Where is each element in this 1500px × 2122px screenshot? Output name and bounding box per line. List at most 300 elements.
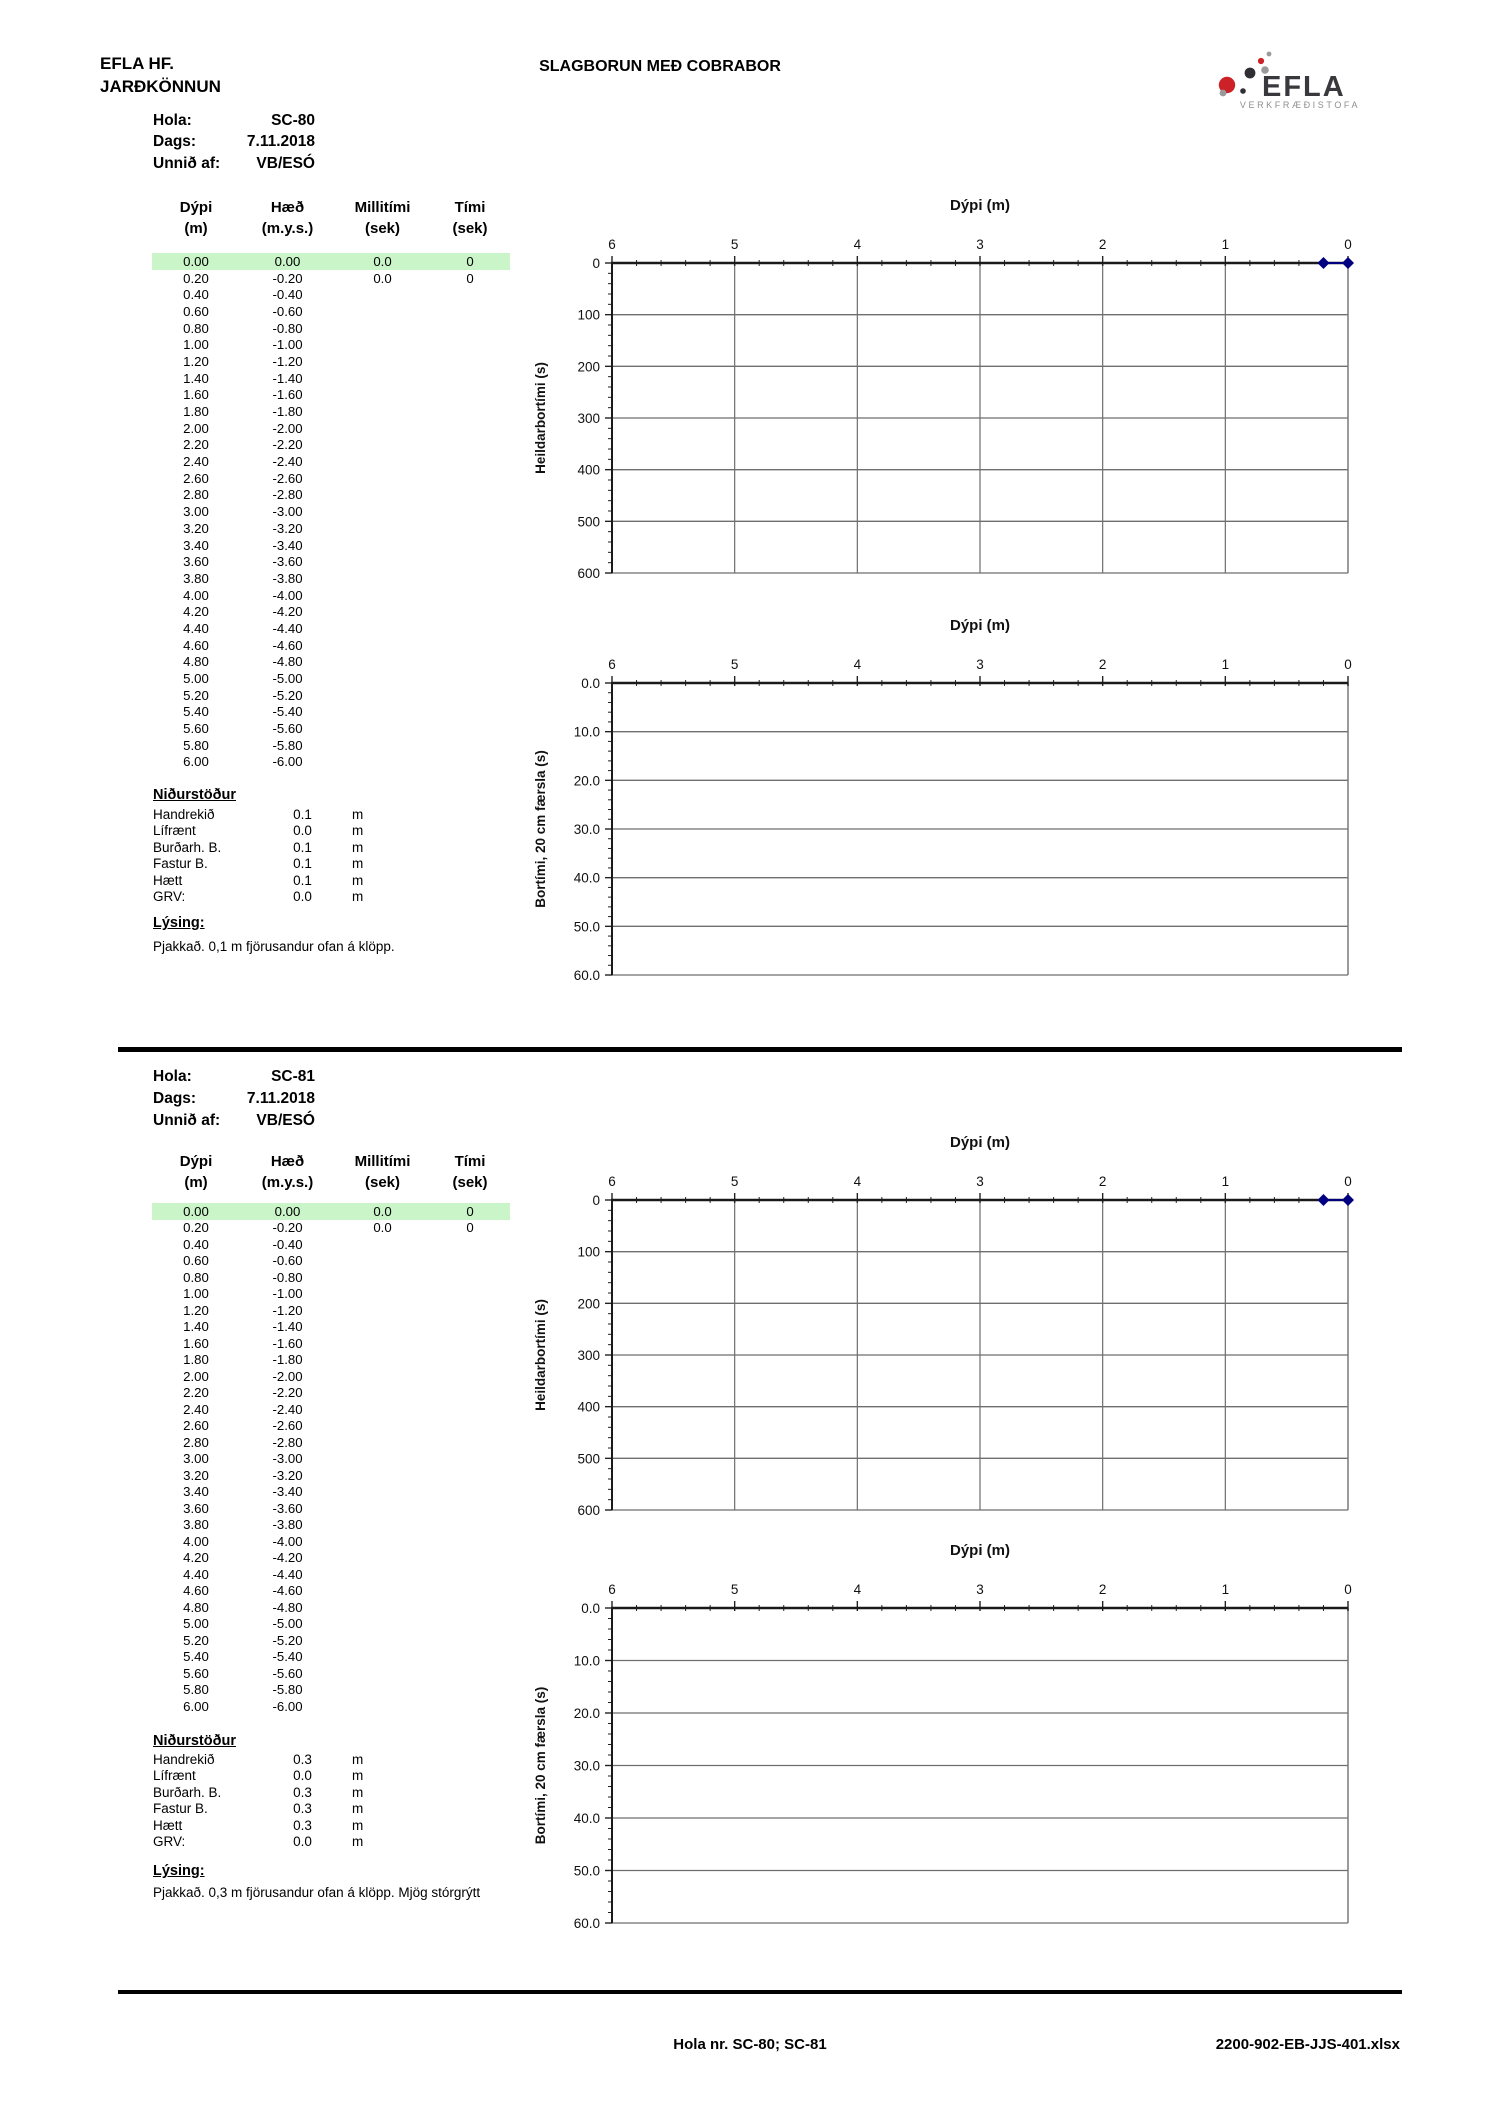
table-row	[153, 1751, 407, 1768]
table-cell	[335, 437, 430, 454]
table-cell: 3.80	[183, 570, 209, 586]
table-cell	[335, 1385, 430, 1402]
table-cell: 4.20	[183, 1550, 209, 1566]
hola-value: SC-80	[271, 112, 315, 129]
table-row	[152, 670, 510, 687]
table-cell: m	[352, 872, 364, 888]
table-header-line2	[152, 1174, 510, 1191]
svg-text:4: 4	[853, 1174, 862, 1189]
table-row	[152, 1467, 510, 1484]
svg-text:400: 400	[577, 1399, 600, 1415]
table-row	[152, 286, 510, 303]
chart-heildarbortimi-sc80	[490, 188, 1362, 594]
table-row	[152, 1500, 510, 1517]
col-unit-haed: (m.y.s.)	[261, 220, 314, 237]
report-title: SLAGBORUN MEÐ COBRABOR	[539, 58, 781, 75]
table-cell: -0.60	[272, 1253, 303, 1269]
table-cell: -1.20	[272, 1302, 303, 1318]
table-row	[152, 1236, 510, 1253]
table-cell: -4.60	[272, 1583, 303, 1599]
table-row	[152, 403, 510, 420]
results-title: Niðurstöður	[153, 1733, 236, 1749]
table-cell	[335, 670, 430, 687]
table-cell	[335, 1335, 430, 1352]
table-cell: 2.60	[183, 1418, 209, 1434]
table-cell	[335, 1533, 430, 1550]
svg-text:Dýpi (m): Dýpi (m)	[950, 1134, 1010, 1151]
table-row	[152, 1434, 510, 1451]
table-cell: -0.40	[272, 287, 303, 303]
table-row	[152, 737, 510, 754]
table-cell	[335, 1434, 430, 1451]
table-cell: 3.00	[183, 504, 209, 520]
table-row	[152, 1203, 510, 1220]
svg-text:500: 500	[577, 1451, 600, 1467]
table-cell: -1.60	[272, 1335, 303, 1351]
svg-text:4: 4	[853, 657, 862, 672]
table-cell: 3.40	[183, 1484, 209, 1500]
table-cell: m	[352, 1768, 364, 1784]
table-cell: 0	[466, 253, 474, 269]
table-cell: 2.20	[183, 1385, 209, 1401]
col-header-dypi: Dýpi	[179, 1153, 213, 1170]
svg-text:40.0: 40.0	[573, 1811, 600, 1826]
table-cell	[335, 587, 430, 604]
svg-text:Heildarbortími (s): Heildarbortími (s)	[533, 362, 548, 474]
chart-bortimi-sc81	[490, 1533, 1362, 1944]
table-cell	[335, 654, 430, 671]
table-row	[152, 1517, 510, 1534]
table-cell: -5.80	[272, 737, 303, 753]
table-cell: 0	[466, 270, 474, 286]
table-row	[152, 1269, 510, 1286]
svg-text:0: 0	[1344, 657, 1352, 672]
table-row	[152, 1385, 510, 1402]
table-cell: 5.20	[183, 1632, 209, 1648]
svg-text:600: 600	[577, 566, 600, 581]
table-cell: 2.80	[183, 487, 209, 503]
table-cell: 4.80	[183, 1599, 209, 1615]
svg-text:300: 300	[577, 411, 600, 426]
table-cell: -5.60	[272, 1665, 303, 1681]
unnid-value: VB/ESÓ	[256, 1112, 315, 1129]
table-cell: 3.80	[183, 1517, 209, 1533]
table-row	[152, 1632, 510, 1649]
svg-text:Bortími, 20 cm færsla (s): Bortími, 20 cm færsla (s)	[533, 750, 548, 908]
table-cell: 3.40	[183, 537, 209, 553]
table-cell: -5.40	[272, 1649, 303, 1665]
svg-text:4: 4	[853, 1582, 862, 1597]
table-cell: -1.40	[272, 370, 303, 386]
svg-text:60.0: 60.0	[573, 1916, 600, 1931]
table-cell: 0.40	[183, 1236, 209, 1252]
table-cell: 5.80	[183, 737, 209, 753]
svg-text:3: 3	[976, 237, 984, 252]
table-cell: 3.20	[183, 1467, 209, 1483]
table-cell: -4.40	[272, 620, 303, 636]
company-department: JARÐKÖNNUN	[100, 77, 221, 96]
svg-text:30.0: 30.0	[573, 822, 600, 837]
col-unit-dypi: (m)	[184, 1174, 208, 1191]
company-name: EFLA HF.	[100, 54, 174, 73]
hola-label: Hola:	[153, 1068, 192, 1085]
table-cell	[335, 1286, 430, 1303]
svg-text:6: 6	[608, 237, 616, 252]
table-cell	[335, 1484, 430, 1501]
table-cell	[335, 303, 430, 320]
table-cell	[335, 336, 430, 353]
table-cell: m	[352, 1801, 364, 1817]
table-cell: 2.40	[183, 1401, 209, 1417]
footer-hole-numbers: Hola nr. SC-80; SC-81	[673, 2036, 827, 2053]
table-row	[153, 856, 407, 873]
table-row	[152, 1401, 510, 1418]
table-cell: Fastur B.	[153, 1801, 208, 1817]
table-row	[152, 1533, 510, 1550]
table-cell	[335, 1500, 430, 1517]
table-cell	[335, 537, 430, 554]
table-cell: 0.0	[293, 823, 312, 839]
logo-wordmark: EFLA	[1262, 71, 1346, 103]
table-row	[152, 336, 510, 353]
table-cell: GRV:	[153, 889, 186, 905]
table-cell: 0.0	[373, 270, 392, 286]
table-cell	[335, 1418, 430, 1435]
table-cell: 0.60	[183, 1253, 209, 1269]
table-cell	[335, 320, 430, 337]
table-cell: Burðarh. B.	[153, 839, 222, 855]
table-cell: 5.00	[183, 1616, 209, 1632]
table-cell: 0.1	[293, 806, 312, 822]
table-cell: m	[352, 1817, 364, 1833]
table-cell: -1.60	[272, 387, 303, 403]
table-cell: 5.80	[183, 1682, 209, 1698]
table-row	[153, 1834, 407, 1851]
table-row	[152, 1698, 510, 1715]
table-cell: 0.60	[183, 303, 209, 319]
table-cell: 0.1	[293, 856, 312, 872]
table-cell: 1.80	[183, 1352, 209, 1368]
svg-text:Dýpi (m): Dýpi (m)	[950, 197, 1010, 214]
svg-text:400: 400	[577, 462, 600, 478]
svg-text:2: 2	[1098, 1582, 1107, 1597]
svg-text:30.0: 30.0	[573, 1758, 600, 1774]
table-row	[152, 470, 510, 487]
table-row	[152, 1484, 510, 1501]
svg-text:2: 2	[1098, 237, 1107, 252]
table-cell: -4.20	[272, 604, 303, 620]
table-cell: -2.80	[272, 487, 303, 503]
table-cell	[335, 1583, 430, 1600]
table-cell: -3.60	[272, 1500, 303, 1516]
table-cell	[335, 1616, 430, 1633]
svg-text:1: 1	[1221, 1174, 1230, 1189]
table-cell: -4.00	[272, 1533, 303, 1549]
table-cell: Lífrænt	[153, 823, 196, 839]
svg-text:3: 3	[976, 1174, 984, 1189]
table-cell: 0.00	[183, 253, 209, 269]
table-cell: 4.20	[183, 604, 209, 620]
table-cell: -5.00	[272, 671, 303, 687]
svg-text:10.0: 10.0	[573, 1653, 600, 1669]
lysing-text: Pjakkað. 0,3 m fjörusandur ofan á klöpp. Mjög stórgrýtt	[153, 1885, 481, 1900]
table-cell: -2.00	[272, 420, 303, 436]
table-row	[152, 1550, 510, 1567]
table-cell: GRV:	[153, 1834, 186, 1850]
svg-text:Bortími, 20 cm færsla (s): Bortími, 20 cm færsla (s)	[533, 1686, 548, 1845]
table-row	[152, 1665, 510, 1682]
table-cell: -3.40	[272, 537, 303, 553]
table-cell: 4.60	[183, 1583, 209, 1599]
table-cell: -3.80	[272, 570, 303, 586]
table-row	[152, 1599, 510, 1616]
col-header-timi: Tími	[454, 1153, 486, 1170]
table-cell: 0.0	[293, 889, 312, 905]
table-cell: -3.80	[272, 1517, 303, 1533]
table-cell: 1.40	[183, 370, 209, 386]
svg-text:0.0: 0.0	[581, 676, 600, 691]
table-row	[153, 872, 407, 889]
table-row	[153, 1784, 407, 1801]
table-row	[152, 320, 510, 337]
col-header-haed: Hæð	[270, 199, 305, 216]
table-cell: 0	[466, 1220, 474, 1236]
table-cell	[335, 704, 430, 721]
table-cell: 6.00	[183, 1698, 209, 1714]
table-cell: Lífrænt	[153, 1768, 196, 1784]
table-cell	[335, 687, 430, 704]
svg-text:Dýpi (m): Dýpi (m)	[950, 617, 1010, 634]
table-cell	[335, 503, 430, 520]
svg-text:0: 0	[1344, 237, 1352, 252]
table-cell: -4.20	[272, 1550, 303, 1566]
table-cell	[335, 1352, 430, 1369]
table-cell: 1.00	[183, 337, 209, 353]
svg-text:600: 600	[577, 1503, 600, 1518]
svg-text:0: 0	[1344, 1174, 1352, 1189]
table-row	[152, 687, 510, 704]
table-row	[152, 1335, 510, 1352]
svg-text:1: 1	[1221, 657, 1230, 672]
table-row	[152, 587, 510, 604]
table-row	[152, 537, 510, 554]
table-cell: -1.20	[272, 353, 303, 369]
table-row	[152, 503, 510, 520]
table-row	[152, 553, 510, 570]
footer-divider	[118, 1990, 1402, 1994]
table-cell	[335, 1632, 430, 1649]
table-cell: -1.80	[272, 404, 303, 420]
table-cell: 3.60	[183, 554, 209, 570]
col-unit-millitimi: (sek)	[364, 1174, 401, 1191]
table-cell: 2.40	[183, 454, 209, 470]
lysing-title: Lýsing:	[153, 915, 205, 931]
hola-label: Hola:	[153, 112, 192, 129]
table-row	[153, 1817, 407, 1834]
table-cell: 3.60	[183, 1500, 209, 1516]
company-header	[100, 52, 221, 98]
table-cell: -4.80	[272, 654, 303, 670]
table-cell: -1.00	[272, 337, 303, 353]
table-cell: -3.20	[272, 520, 303, 536]
table-cell	[335, 1236, 430, 1253]
col-header-millitimi: Millitími	[354, 1153, 411, 1170]
table-cell: -0.60	[272, 303, 303, 319]
results-table-sc80	[153, 806, 407, 905]
table-cell: 0.1	[293, 839, 312, 855]
table-cell: -2.20	[272, 1385, 303, 1401]
col-unit-timi: (sek)	[452, 1174, 488, 1191]
table-row	[152, 603, 510, 620]
table-row	[153, 1768, 407, 1785]
table-cell: m	[352, 839, 364, 855]
svg-text:5: 5	[730, 1174, 739, 1189]
table-cell	[335, 520, 430, 537]
table-cell: -6.00	[272, 1698, 303, 1714]
svg-text:0: 0	[1344, 1582, 1352, 1597]
table-cell: 4.40	[183, 1566, 209, 1582]
table-cell: -4.80	[272, 1599, 303, 1615]
table-cell: -1.80	[272, 1352, 303, 1368]
table-cell	[335, 1698, 430, 1715]
table-row	[153, 889, 407, 906]
table-row	[152, 570, 510, 587]
table-cell: 5.60	[183, 721, 209, 737]
table-cell: m	[352, 889, 364, 905]
table-cell	[335, 1269, 430, 1286]
table-cell: 2.80	[183, 1434, 209, 1450]
table-row	[153, 1801, 407, 1818]
table-cell: 3.20	[183, 520, 209, 536]
depth-table-sc81	[152, 1203, 510, 1715]
table-cell: 0.0	[293, 1834, 312, 1850]
table-cell: -5.00	[272, 1616, 303, 1632]
table-cell: -3.40	[272, 1484, 303, 1500]
table-cell: Fastur B.	[153, 856, 208, 872]
table-row	[152, 704, 510, 721]
table-row	[152, 1302, 510, 1319]
table-cell	[335, 403, 430, 420]
svg-text:6: 6	[608, 1582, 616, 1597]
table-row	[152, 370, 510, 387]
table-cell	[335, 470, 430, 487]
col-header-dypi: Dýpi	[179, 199, 213, 216]
chart-heildarbortimi-sc81	[490, 1125, 1362, 1531]
table-cell	[335, 553, 430, 570]
table-cell: 0.0	[373, 1220, 392, 1236]
table-header-line1	[152, 1153, 510, 1170]
table-row	[153, 806, 407, 823]
lysing-title: Lýsing:	[153, 1863, 205, 1879]
table-cell	[335, 1649, 430, 1666]
table-cell: Handrekið	[153, 1751, 215, 1767]
table-row	[152, 1451, 510, 1468]
table-cell	[335, 420, 430, 437]
table-cell: 1.60	[183, 1335, 209, 1351]
svg-text:3: 3	[976, 657, 984, 672]
table-cell: 4.60	[183, 637, 209, 653]
table-cell: 2.00	[183, 420, 209, 436]
col-unit-haed: (m.y.s.)	[261, 1174, 314, 1191]
table-cell: -1.00	[272, 1286, 303, 1302]
table-cell: -0.40	[272, 1236, 303, 1252]
table-cell: Burðarh. B.	[153, 1784, 222, 1800]
table-row	[152, 1253, 510, 1270]
table-cell: -2.60	[272, 1418, 303, 1434]
table-row	[152, 1352, 510, 1369]
table-cell: -5.40	[272, 704, 303, 720]
table-row	[152, 270, 510, 287]
table-cell: m	[352, 856, 364, 872]
svg-text:0: 0	[592, 1193, 600, 1208]
table-row	[152, 620, 510, 637]
table-cell	[335, 737, 430, 754]
table-cell: -0.20	[272, 270, 303, 286]
table-cell: 2.60	[183, 470, 209, 486]
table-cell: 3.00	[183, 1451, 209, 1467]
section-divider	[118, 1047, 1402, 1052]
table-cell: 1.00	[183, 1286, 209, 1302]
table-cell: 0.0	[373, 1203, 392, 1219]
table-cell	[335, 620, 430, 637]
table-cell	[335, 1253, 430, 1270]
table-cell	[335, 1566, 430, 1583]
table-row	[152, 1566, 510, 1583]
table-row	[152, 654, 510, 671]
table-cell	[335, 603, 430, 620]
table-cell: -5.20	[272, 687, 303, 703]
table-cell: 5.40	[183, 704, 209, 720]
table-cell: 1.20	[183, 1302, 209, 1318]
table-row	[152, 637, 510, 654]
table-row	[152, 353, 510, 370]
table-cell: -2.40	[272, 1401, 303, 1417]
table-cell: -2.20	[272, 437, 303, 453]
table-cell	[335, 1451, 430, 1468]
table-cell	[335, 353, 430, 370]
svg-text:40.0: 40.0	[573, 870, 600, 886]
svg-text:100: 100	[577, 307, 600, 323]
table-cell: -2.00	[272, 1368, 303, 1384]
table-cell: 0.20	[183, 270, 209, 286]
table-cell: 0.00	[183, 1203, 209, 1219]
table-row	[152, 1418, 510, 1435]
svg-text:60.0: 60.0	[573, 968, 600, 983]
svg-text:100: 100	[577, 1244, 600, 1260]
dags-label: Dags:	[153, 133, 197, 150]
table-cell	[335, 1682, 430, 1699]
efla-logo	[1208, 40, 1378, 119]
table-cell: -5.60	[272, 721, 303, 737]
table-cell	[335, 1319, 430, 1336]
svg-text:20.0: 20.0	[573, 773, 600, 789]
table-cell	[335, 637, 430, 654]
table-row	[152, 1583, 510, 1600]
table-header-line1	[152, 199, 510, 216]
table-header-line2	[152, 220, 510, 237]
table-cell: 0.0	[293, 1768, 312, 1784]
table-cell	[335, 1302, 430, 1319]
dags-label: Dags:	[153, 1090, 197, 1107]
footer-filename: 2200-902-EB-JJS-401.xlsx	[1215, 2036, 1400, 2053]
table-cell	[335, 1599, 430, 1616]
unnid-label: Unnið af:	[153, 1112, 221, 1129]
table-cell	[335, 487, 430, 504]
table-cell: 0.0	[373, 253, 392, 269]
table-cell: -3.60	[272, 554, 303, 570]
table-cell: -2.80	[272, 1434, 303, 1450]
table-cell: 5.60	[183, 1665, 209, 1681]
